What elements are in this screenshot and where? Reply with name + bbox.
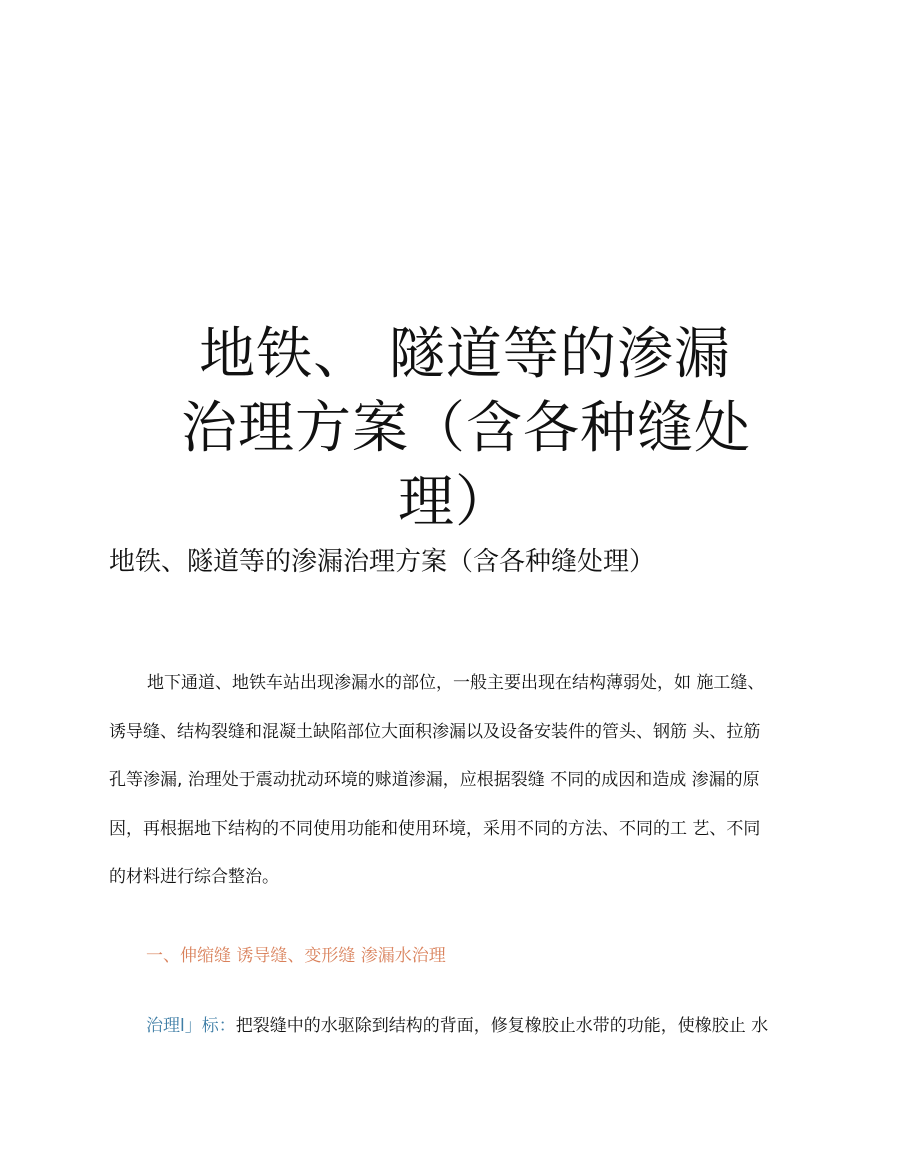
document-title — [0, 318, 920, 540]
goal-label: 治理l」标： — [146, 1016, 236, 1036]
goal-text: 把裂缝中的水驱除到结构的背面，修复橡胶止水带的功能，使橡胶止 水 — [235, 1016, 769, 1036]
title-line-2: 治理方案（含各种缝处 — [181, 396, 751, 461]
goal-line — [146, 1013, 768, 1039]
paragraph-line: 诱导缝、结构裂缝和混凝土缺陷部位大面积渗漏以及设备安装件的管头、钢筋 头、拉筋 — [109, 721, 761, 742]
intro-paragraph — [109, 659, 819, 902]
title-line-3: 理） — [398, 470, 512, 535]
title-line-1: 地铁、 隧道等的渗漏 — [199, 322, 731, 387]
document-subtitle: 地铁、隧道等的渗漏治理方案（含各种缝处理） — [109, 547, 656, 577]
paragraph-line: 因，再根据地下结构的不同使用功能和使用环境，采用不同的方法、不同的工 艺、不同 — [109, 818, 761, 839]
paragraph-line: 地下通道、地铁车站出现渗漏水的部位，一般主要出现在结构薄弱处，如 施工缝、 — [147, 673, 765, 693]
section-heading: 一、伸缩缝 诱导缝、变形缝 渗漏水治理 — [146, 946, 446, 966]
paragraph-line: 孔等渗漏, 治理处于震动扰动环境的赇道渗漏，应根据裂缝 不同的成因和造成 渗漏的原 — [109, 770, 760, 790]
paragraph-line: 的材料进行综合整治。 — [109, 867, 279, 887]
